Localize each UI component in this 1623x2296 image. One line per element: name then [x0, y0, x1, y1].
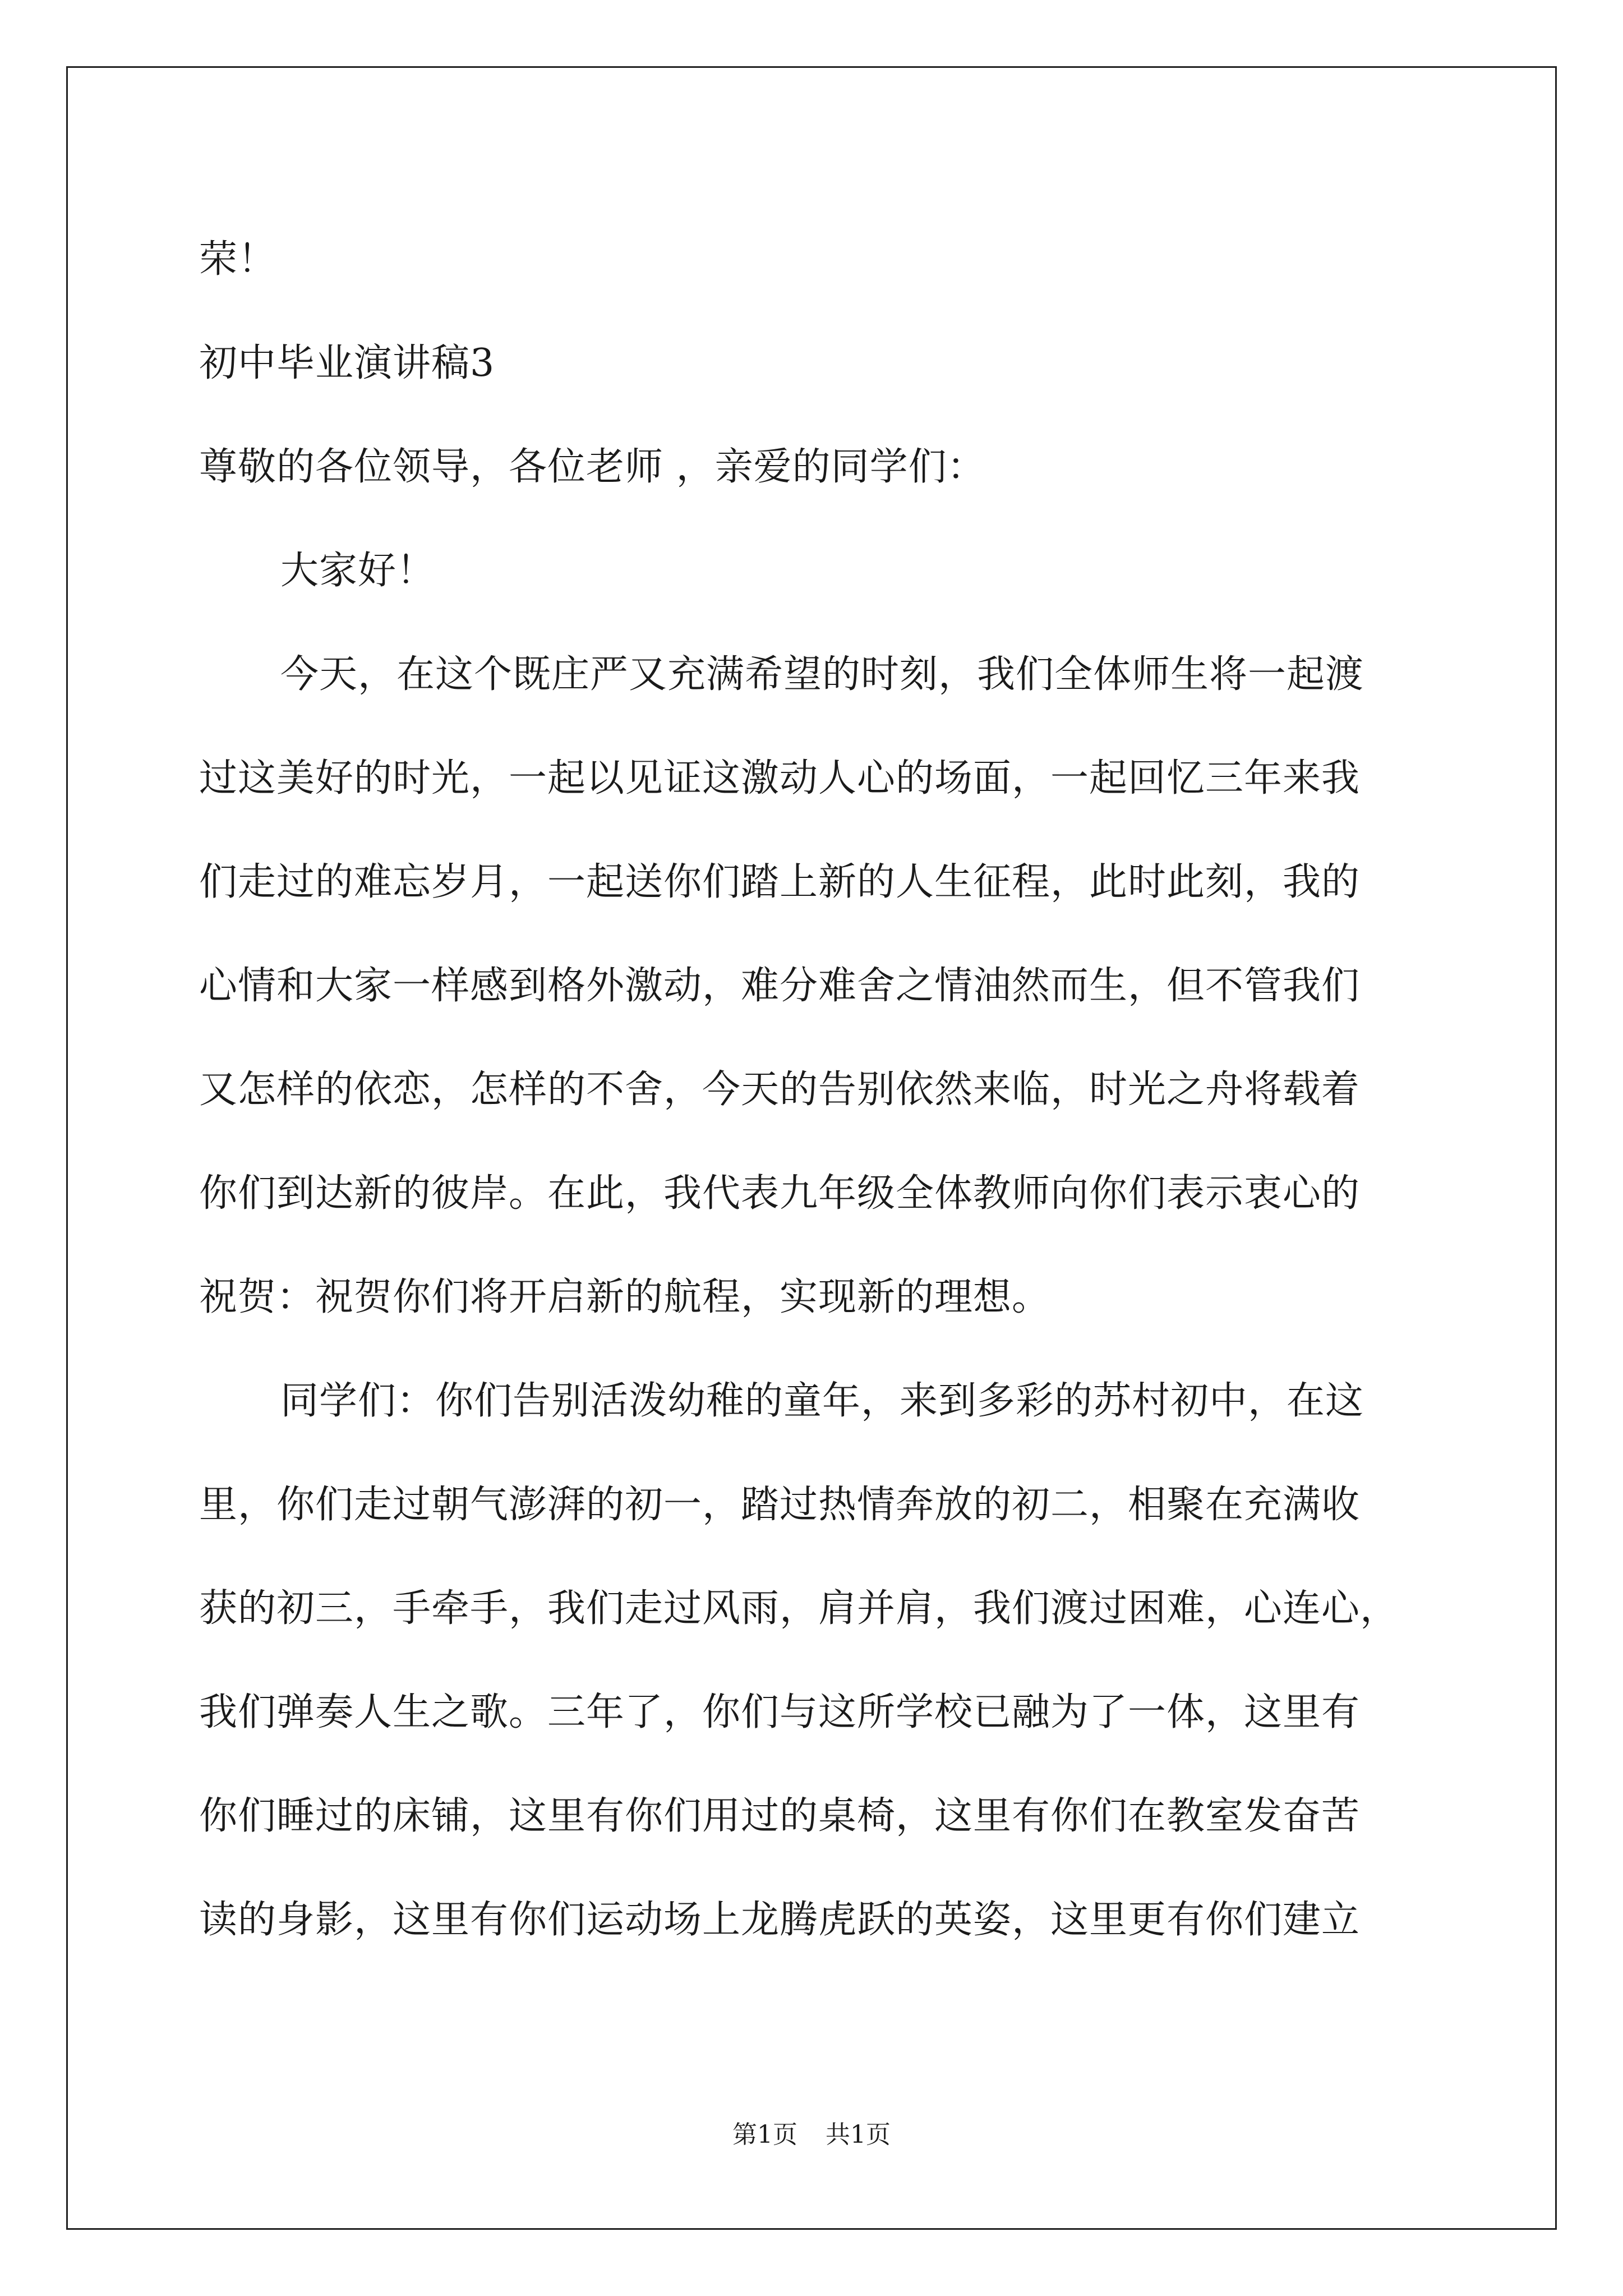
text-line: 读的身影，这里有你们运动场上龙腾虎跃的英姿，这里更有你们建立	[199, 1898, 1361, 1942]
greeting: 大家好！	[280, 549, 436, 593]
text-line: 同学们：你们告别活泼幼稚的童年，来到多彩的苏村初中，在这	[280, 1379, 1364, 1423]
text-line: 获的初三，手牵手，我们走过风雨，肩并肩，我们渡过困难，心连心，	[199, 1586, 1399, 1631]
page-total: 共1页	[826, 2120, 891, 2149]
text-line: 荣！	[199, 237, 277, 282]
text-line: 过这美好的时光，一起以见证这激动人心的场面，一起回忆三年来我	[199, 756, 1361, 800]
document-title: 初中毕业演讲稿3	[199, 341, 495, 385]
text-line: 又怎样的依恋，怎样的不舍，今天的告别依然来临，时光之舟将载着	[199, 1068, 1361, 1112]
text-line: 们走过的难忘岁月，一起送你们踏上新的人生征程，此时此刻，我的	[199, 860, 1361, 904]
text-line: 祝贺：祝贺你们将开启新的航程，实现新的理想。	[199, 1275, 1051, 1319]
text-line: 里，你们走过朝气澎湃的初一，踏过热情奔放的初二，相聚在充满收	[199, 1483, 1361, 1527]
page-footer	[0, 2118, 1623, 2152]
salutation: 尊敬的各位领导，各位老师 ，亲爱的同学们：	[199, 445, 986, 489]
page-number: 第1页	[732, 2120, 797, 2149]
document-body	[199, 208, 1433, 1972]
text-line: 你们到达新的彼岸。在此，我代表九年级全体教师向你们表示衷心的	[199, 1171, 1361, 1216]
text-line: 你们睡过的床铺，这里有你们用过的桌椅，这里有你们在教室发奋苦	[199, 1794, 1361, 1838]
text-line: 今天，在这个既庄严又充满希望的时刻，我们全体师生将一起渡	[280, 652, 1364, 697]
text-line: 心情和大家一样感到格外激动，难分难舍之情油然而生，但不管我们	[199, 964, 1361, 1008]
text-line: 我们弹奏人生之歌。三年了，你们与这所学校已融为了一体，这里有	[199, 1690, 1361, 1734]
